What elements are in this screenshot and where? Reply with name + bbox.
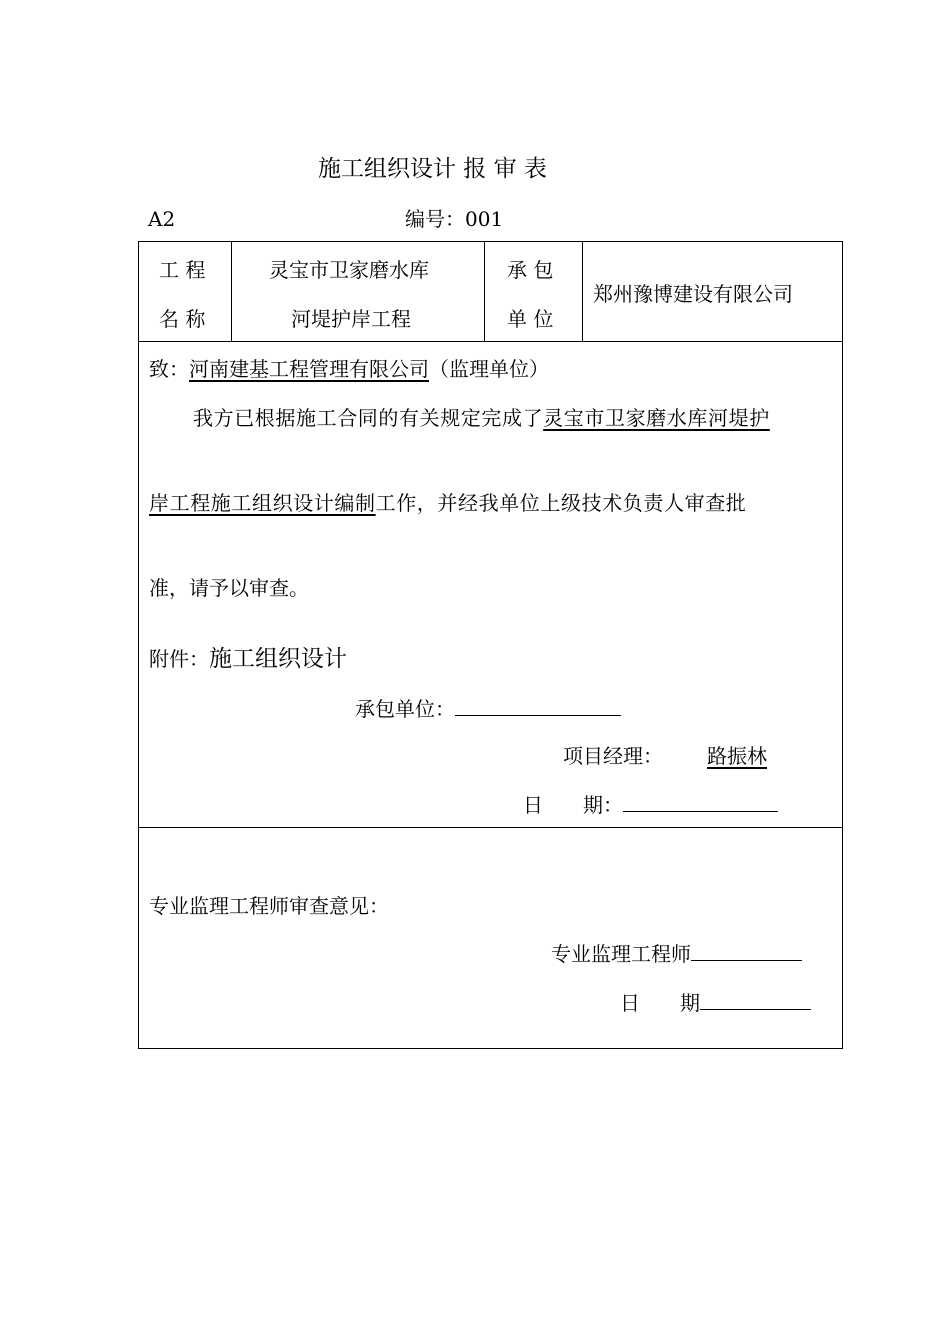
pm-label: 项目经理： — [563, 744, 663, 768]
project-name-line1: 灵宝市卫家磨水库 — [269, 258, 429, 282]
body-line-3: 准，请予以审查。 — [149, 576, 309, 600]
body-text: 我方已根据施工合同的有关规定完成了 — [193, 406, 544, 430]
form-code: A2 — [148, 207, 176, 231]
to-suffix: （监理单位） — [429, 357, 549, 381]
pm-name: 路振林 — [707, 744, 767, 768]
date-label: 日 期： — [523, 793, 623, 817]
attachment-label: 附件： — [149, 647, 209, 671]
review-date-label: 日 期 — [620, 991, 700, 1015]
row-divider — [139, 827, 842, 828]
project-manager-line — [563, 746, 767, 766]
project-label-line2: 名 称 — [159, 307, 206, 331]
project-reference-cont: 岸工程施工组织设计编制 — [149, 491, 376, 515]
date-blank — [623, 811, 778, 812]
body-line-1 — [193, 408, 770, 428]
submission-date-line — [523, 795, 778, 815]
project-label-line1: 工 程 — [159, 258, 206, 282]
review-date-blank — [700, 1009, 811, 1010]
form-title: 施工组织设计 报 审 表 — [318, 156, 547, 182]
attachment-value: 施工组织设计 — [209, 646, 347, 672]
addressee-line — [149, 359, 549, 379]
engineer-signature-line — [551, 944, 802, 964]
column-divider — [484, 242, 485, 342]
contractor-signature-blank — [455, 715, 621, 716]
serial-value: 001 — [465, 207, 504, 231]
serial-number — [405, 209, 503, 229]
row-divider — [139, 341, 842, 342]
contractor-label-line2: 单 位 — [507, 307, 554, 331]
to-prefix: 致： — [149, 357, 189, 381]
body-text: 工作，并经我单位上级技术负责人审查批 — [375, 491, 747, 515]
engineer-signature-blank — [691, 960, 802, 961]
project-name-line2: 河堤护岸工程 — [291, 307, 411, 331]
approval-form-table — [138, 241, 843, 1049]
body-line-2 — [149, 493, 746, 513]
contractor-label-line1: 承 包 — [507, 258, 554, 282]
column-divider — [582, 242, 583, 342]
contractor-sign-label: 承包单位： — [355, 697, 455, 721]
review-date-line — [620, 993, 811, 1013]
review-opinion-label: 专业监理工程师审查意见： — [149, 894, 389, 918]
project-reference: 灵宝市卫家磨水库河堤护 — [543, 406, 770, 430]
supervisor-company: 河南建基工程管理有限公司 — [189, 357, 429, 381]
attachment-line — [149, 648, 347, 671]
column-divider — [231, 242, 232, 342]
contractor-name: 郑州豫博建设有限公司 — [593, 282, 793, 306]
engineer-label: 专业监理工程师 — [551, 942, 691, 966]
serial-label: 编号： — [405, 207, 465, 231]
contractor-signature-line — [355, 699, 621, 719]
